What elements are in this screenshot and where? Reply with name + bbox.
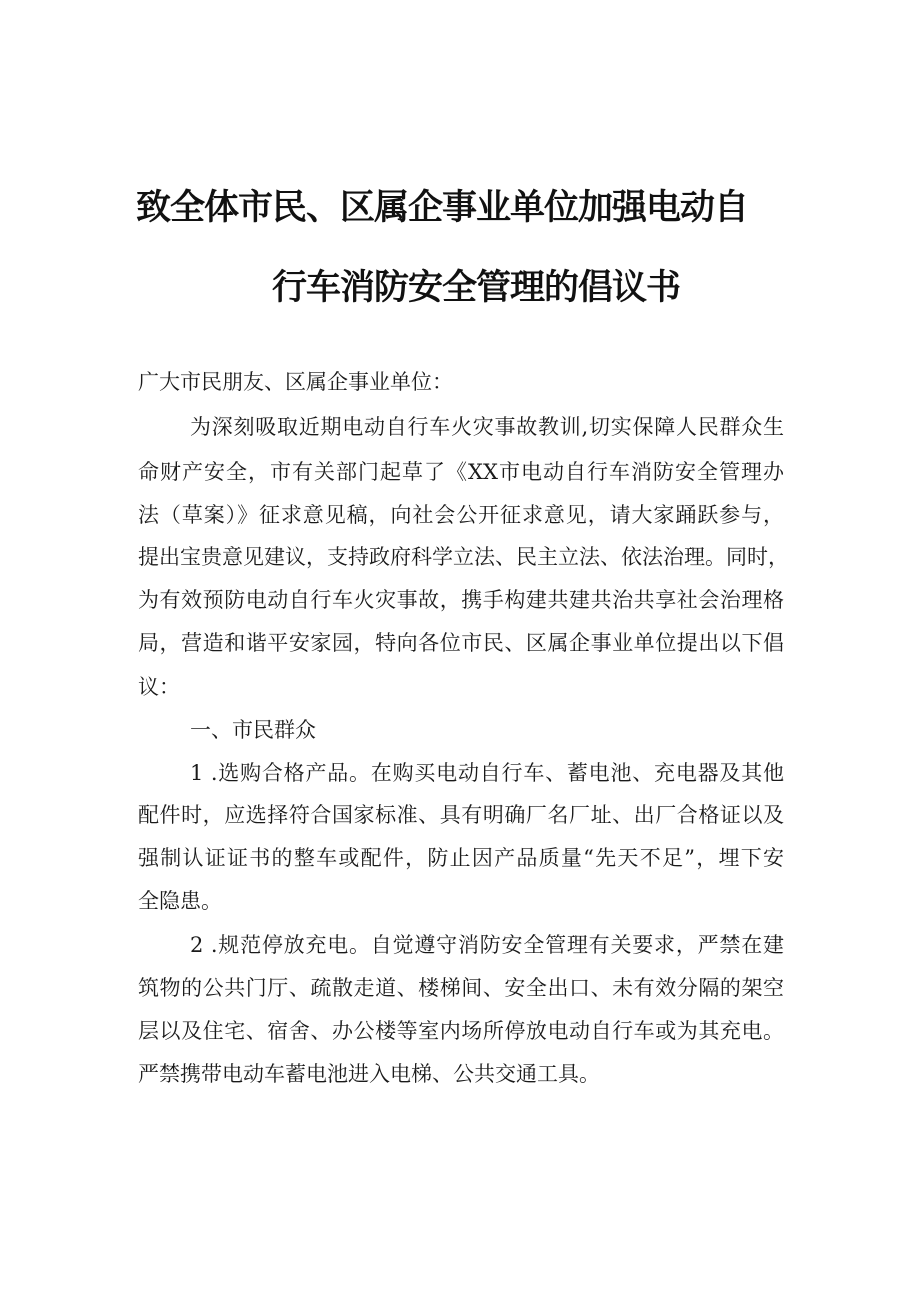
item-2-line-2: 筑物的公共门厅、疏散走道、楼梯间、安全出口、未有效分隔的架空 bbox=[138, 976, 784, 1000]
paragraph-1-line-4: 提出宝贵意见建议，支持政府科学立法、民主立法、依法治理。同时， bbox=[138, 545, 789, 569]
item-2-line-3: 层以及住宅、宿舍、办公楼等室内场所停放电动自行车或为其充电。 bbox=[138, 1019, 784, 1043]
item-2-line-4: 严禁携带电动车蓄电池进入电梯、公共交通工具。 bbox=[138, 1062, 600, 1086]
section-heading: 一、市民群众 bbox=[190, 718, 316, 742]
item-1-line-3: 强制认证证书的整车或配件，防止因产品质量“先天不足”，埋下安 bbox=[138, 846, 784, 870]
salutation: 广大市民朋友、区属企事业单位： bbox=[138, 370, 453, 394]
paragraph-1-line-2: 命财产安全，市有关部门起草了《XX市电动自行车消防安全管理办 bbox=[138, 460, 784, 484]
item-1-line-4: 全隐患。 bbox=[138, 889, 222, 913]
paragraph-1-line-1: 为深刻吸取近期电动自行车火灾事故教训,切实保障人民群众生 bbox=[190, 415, 784, 439]
item-1-line-1: 1 .选购合格产品。在购买电动自行车、蓄电池、充电器及其他 bbox=[190, 761, 784, 785]
paragraph-1-line-7: 议： bbox=[138, 675, 180, 699]
item-2-line-1: 2 .规范停放充电。自觉遵守消防安全管理有关要求，严禁在建 bbox=[190, 933, 784, 957]
document-title-line-2: 行车消防安全管理的倡议书 bbox=[272, 268, 681, 308]
paragraph-1-line-6: 局，营造和谐平安家园，特向各位市民、区属企事业单位提出以下倡 bbox=[138, 631, 784, 655]
item-1-line-2: 配件时，应选择符合国家标准、具有明确厂名厂址、出厂合格证以及 bbox=[138, 803, 784, 827]
paragraph-1-line-3: 法（草案）》征求意见稿，向社会公开征求意见，请大家踊跃参与， bbox=[138, 503, 784, 527]
paragraph-1-line-5: 为有效预防电动自行车火灾事故，携手构建共建共治共享社会治理格 bbox=[138, 588, 784, 612]
document-title-line-1: 致全体市民、区属企事业单位加强电动自 bbox=[136, 188, 749, 228]
